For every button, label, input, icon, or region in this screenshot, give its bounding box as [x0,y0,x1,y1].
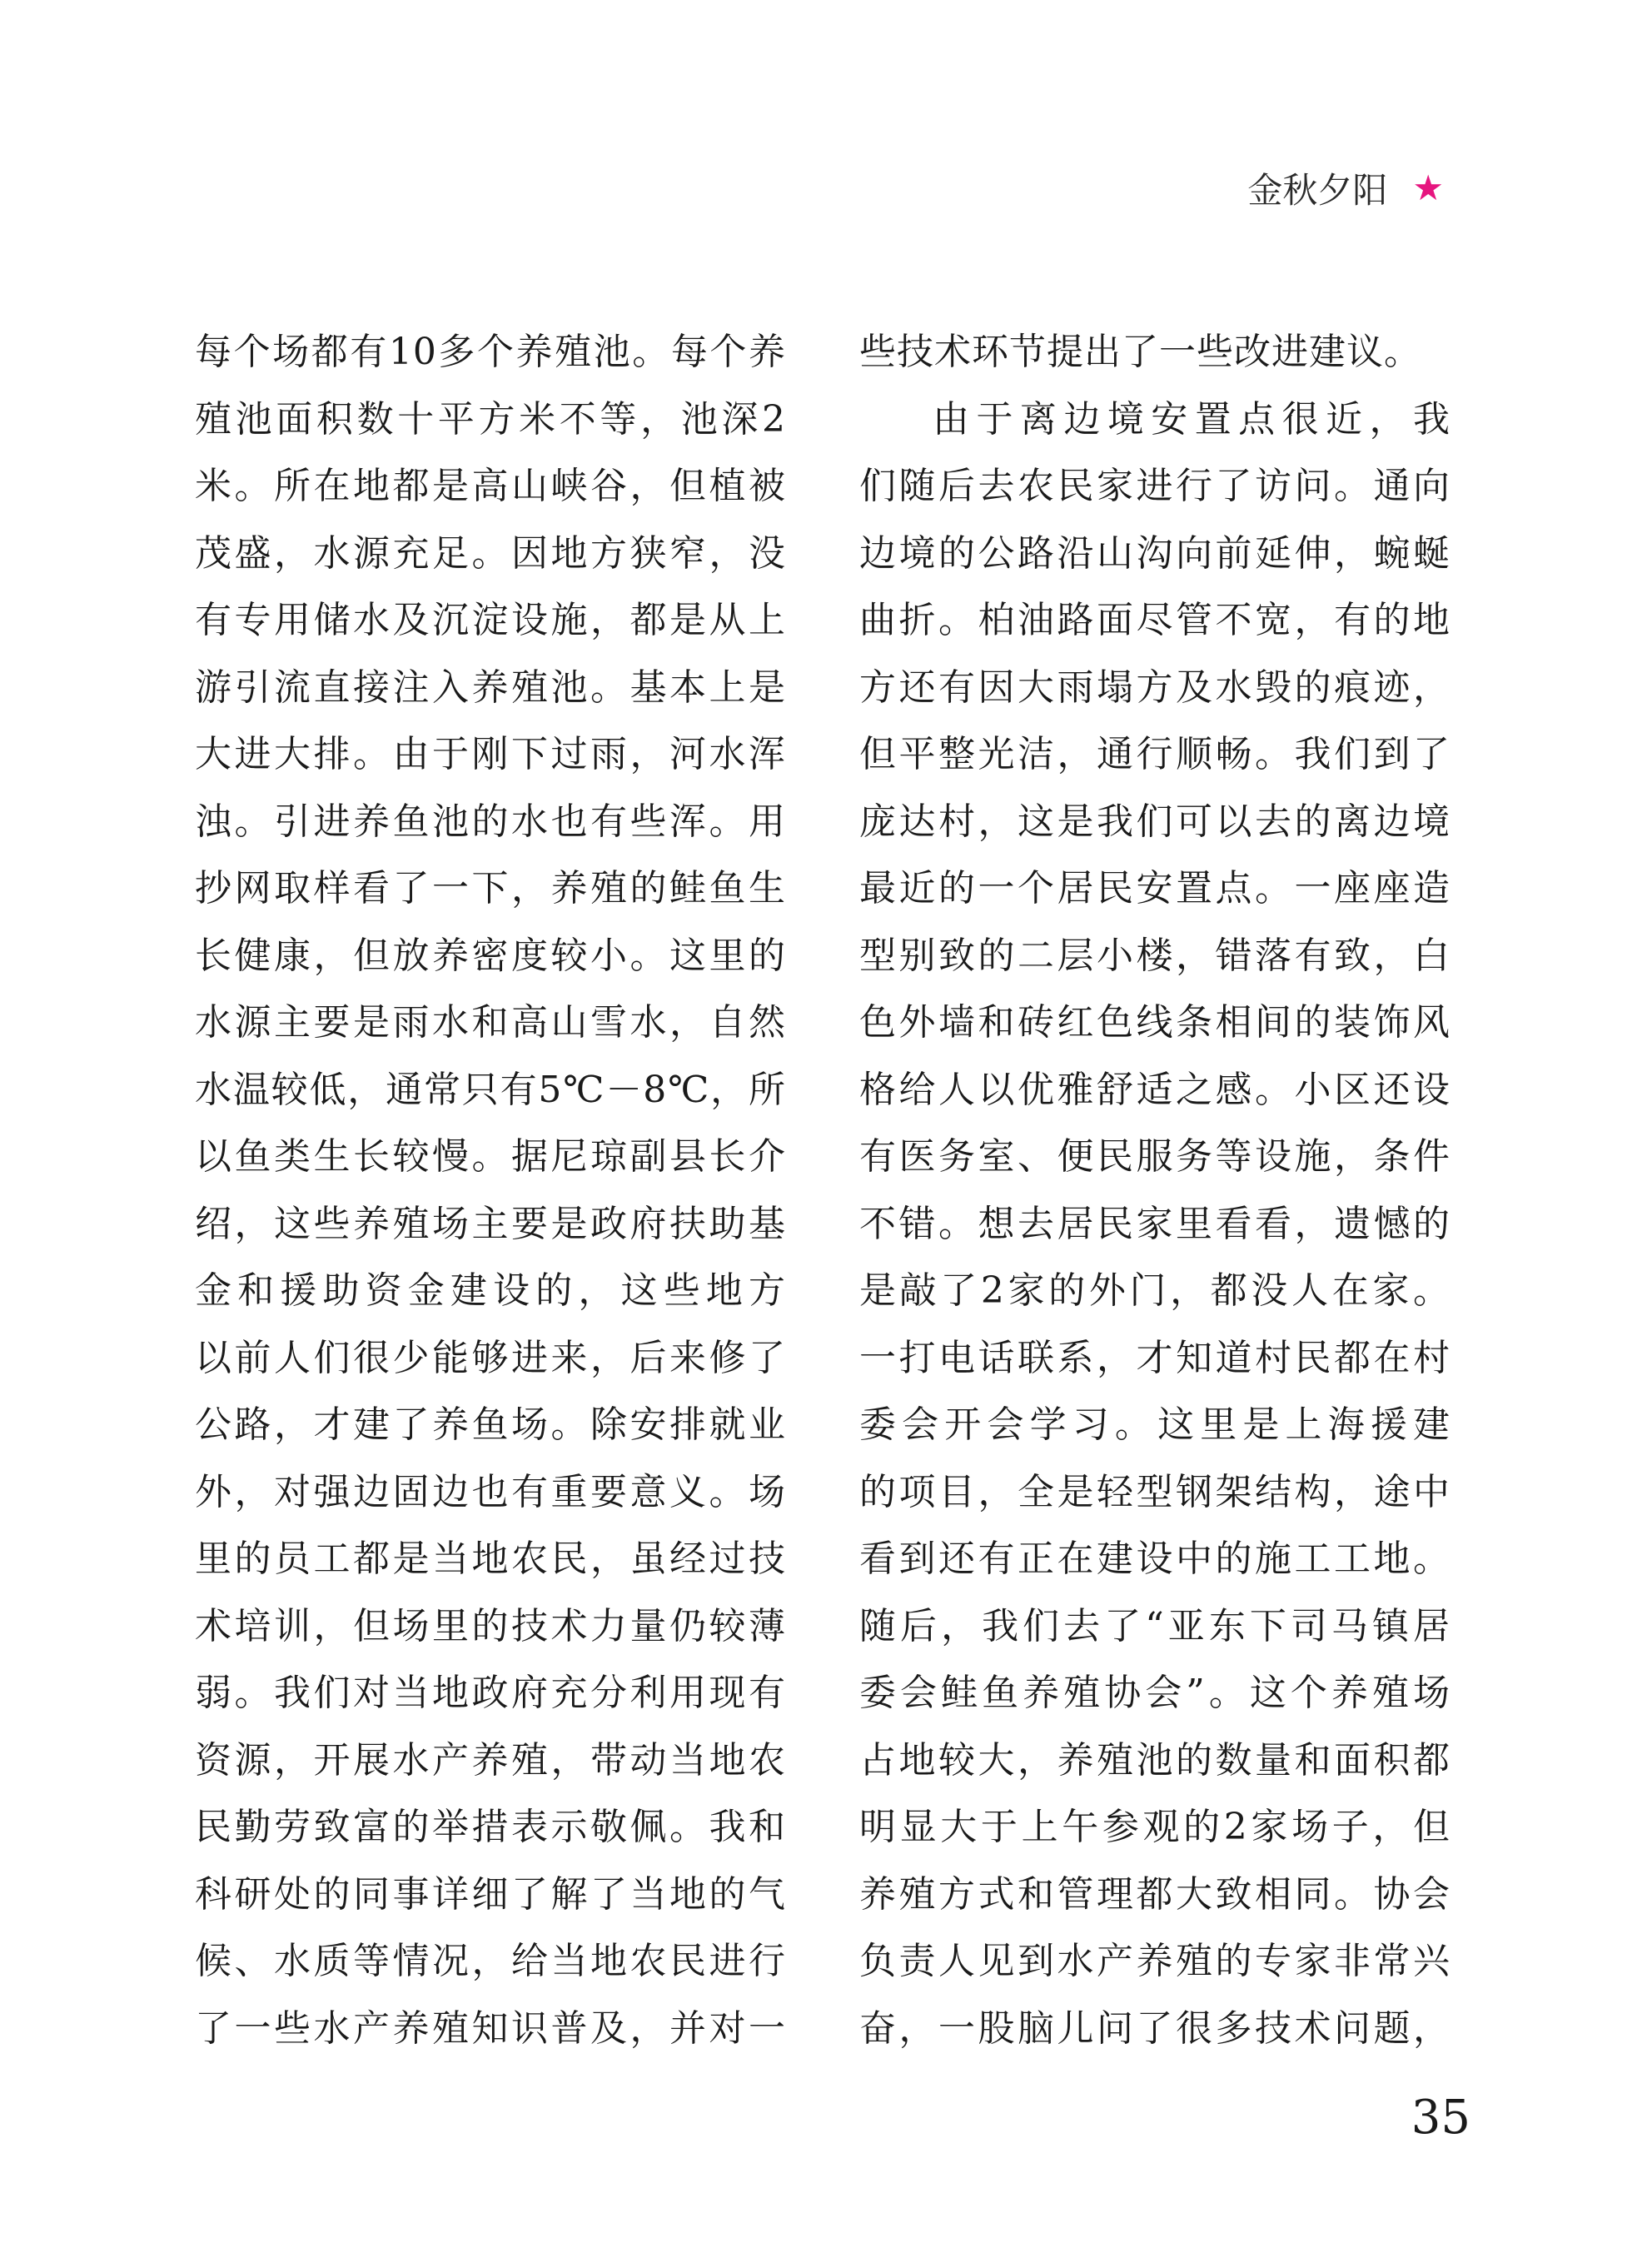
text-line: 长健康，但放养密度较小。这里的 [195,934,786,977]
text-line: 茂盛，水源充足。因地方狭窄，没 [195,531,786,575]
text-line: 资源，开展水产养殖，带动当地农 [195,1738,786,1782]
text-line: 一打电话联系，才知道村民都在村 [859,1336,1450,1379]
text-line: 的项目，全是轻型钢架结构，途中 [859,1470,1450,1513]
paragraph [859,386,1450,2063]
text-line: 殖池面积数十平方米不等，池深2 [195,397,786,441]
running-header [1247,163,1444,213]
text-line: 民勤劳致富的举措表示敬佩。我和 [195,1806,786,1848]
text-line: 浊。引进养鱼池的水也有些浑。用 [195,800,786,843]
text-line: 曲折。柏油路面尽管不宽，有的地 [859,599,1450,641]
text-line: 色外墙和砖红色线条相间的装饰风 [859,1001,1450,1044]
text-line: 格给人以优雅舒适之感。小区还设 [859,1068,1450,1111]
text-line: 金和援助资金建设的，这些地方 [195,1269,786,1312]
text-line: 米。所在地都是高山峡谷，但植被 [195,465,786,507]
text-line: 弱。我们对当地政府充分利用现有 [195,1672,786,1714]
text-line: 水源主要是雨水和高山雪水，自然 [195,1001,786,1044]
text-line: 养殖方式和管理都大致相同。协会 [859,1872,1450,1916]
text-line: 以前人们很少能够进来，后来修了 [195,1336,786,1379]
page-number: 35 [1411,2091,1470,2145]
text-line: 庞达村，这是我们可以去的离边境 [859,800,1450,843]
text-line: 里的员工都是当地农民，虽经过技 [195,1538,786,1580]
text-line: 术培训，但场里的技术力量仍较薄 [195,1604,786,1647]
text-line: 抄网取样看了一下，养殖的鲑鱼生 [195,867,786,910]
section-title: 金秋夕阳 [1247,170,1388,211]
text-line: 是敲了2家的外门，都没人在家。 [859,1269,1450,1312]
text-line: 委会开会学习。这里是上海援建 [859,1403,1450,1446]
text-line: 负责人见到水产养殖的专家非常兴 [859,1940,1450,1982]
text-line: 了一些水产养殖知识普及，并对一 [195,2006,786,2050]
paragraph-continued [859,319,1450,386]
text-line: 公路，才建了养鱼场。除安排就业 [195,1403,786,1446]
text-line: 不错。想去居民家里看看，遗憾的 [859,1202,1450,1245]
text-line: 水温较低，通常只有5℃－8℃，所 [195,1068,786,1111]
star-icon: ★ [1412,167,1444,208]
text-line: 由于离边境安置点很近，我 [933,397,1450,441]
text-line: 游引流直接注入养殖池。基本上是 [195,665,786,709]
text-line: 有专用储水及沉淀设施，都是从上 [195,599,786,641]
text-line: 明显大于上午参观的2家场子，但 [859,1806,1450,1848]
text-line: 边境的公路沿山沟向前延伸，蜿蜒 [859,531,1450,575]
text-line: 有医务室、便民服务等设施，条件 [859,1135,1450,1178]
text-line: 委会鲑鱼养殖协会”。这个养殖场 [859,1672,1450,1714]
text-line: 但平整光洁，通行顺畅。我们到了 [859,733,1450,775]
text-line: 随后，我们去了“亚东下司马镇居 [859,1604,1450,1647]
text-line: 些技术环节提出了一些改进建议。 [859,331,1421,373]
text-line: 型别致的二层小楼，错落有致，白 [859,934,1450,977]
text-line: 以鱼类生长较慢。据尼琼副县长介 [195,1135,786,1178]
text-line: 候、水质等情况，给当地农民进行 [195,1940,786,1982]
text-line: 每个场都有10多个养殖池。每个养 [195,331,786,373]
text-line: 绍，这些养殖场主要是政府扶助基 [195,1202,786,1245]
text-line: 奋，一股脑儿问了很多技术问题， [859,2006,1450,2050]
text-line: 科研处的同事详细了解了当地的气 [195,1872,786,1916]
text-line: 最近的一个居民安置点。一座座造 [859,867,1450,910]
text-line: 外，对强边固边也有重要意义。场 [195,1470,786,1513]
text-line: 们随后去农民家进行了访问。通向 [859,465,1450,507]
text-line: 方还有因大雨塌方及水毁的痕迹， [859,665,1450,709]
right-text-column [859,319,1450,2062]
text-line: 看到还有正在建设中的施工工地。 [859,1538,1450,1580]
text-line: 大进大排。由于刚下过雨，河水浑 [195,733,786,775]
left-text-column [195,319,786,2062]
text-line: 占地较大，养殖池的数量和面积都 [859,1738,1450,1782]
